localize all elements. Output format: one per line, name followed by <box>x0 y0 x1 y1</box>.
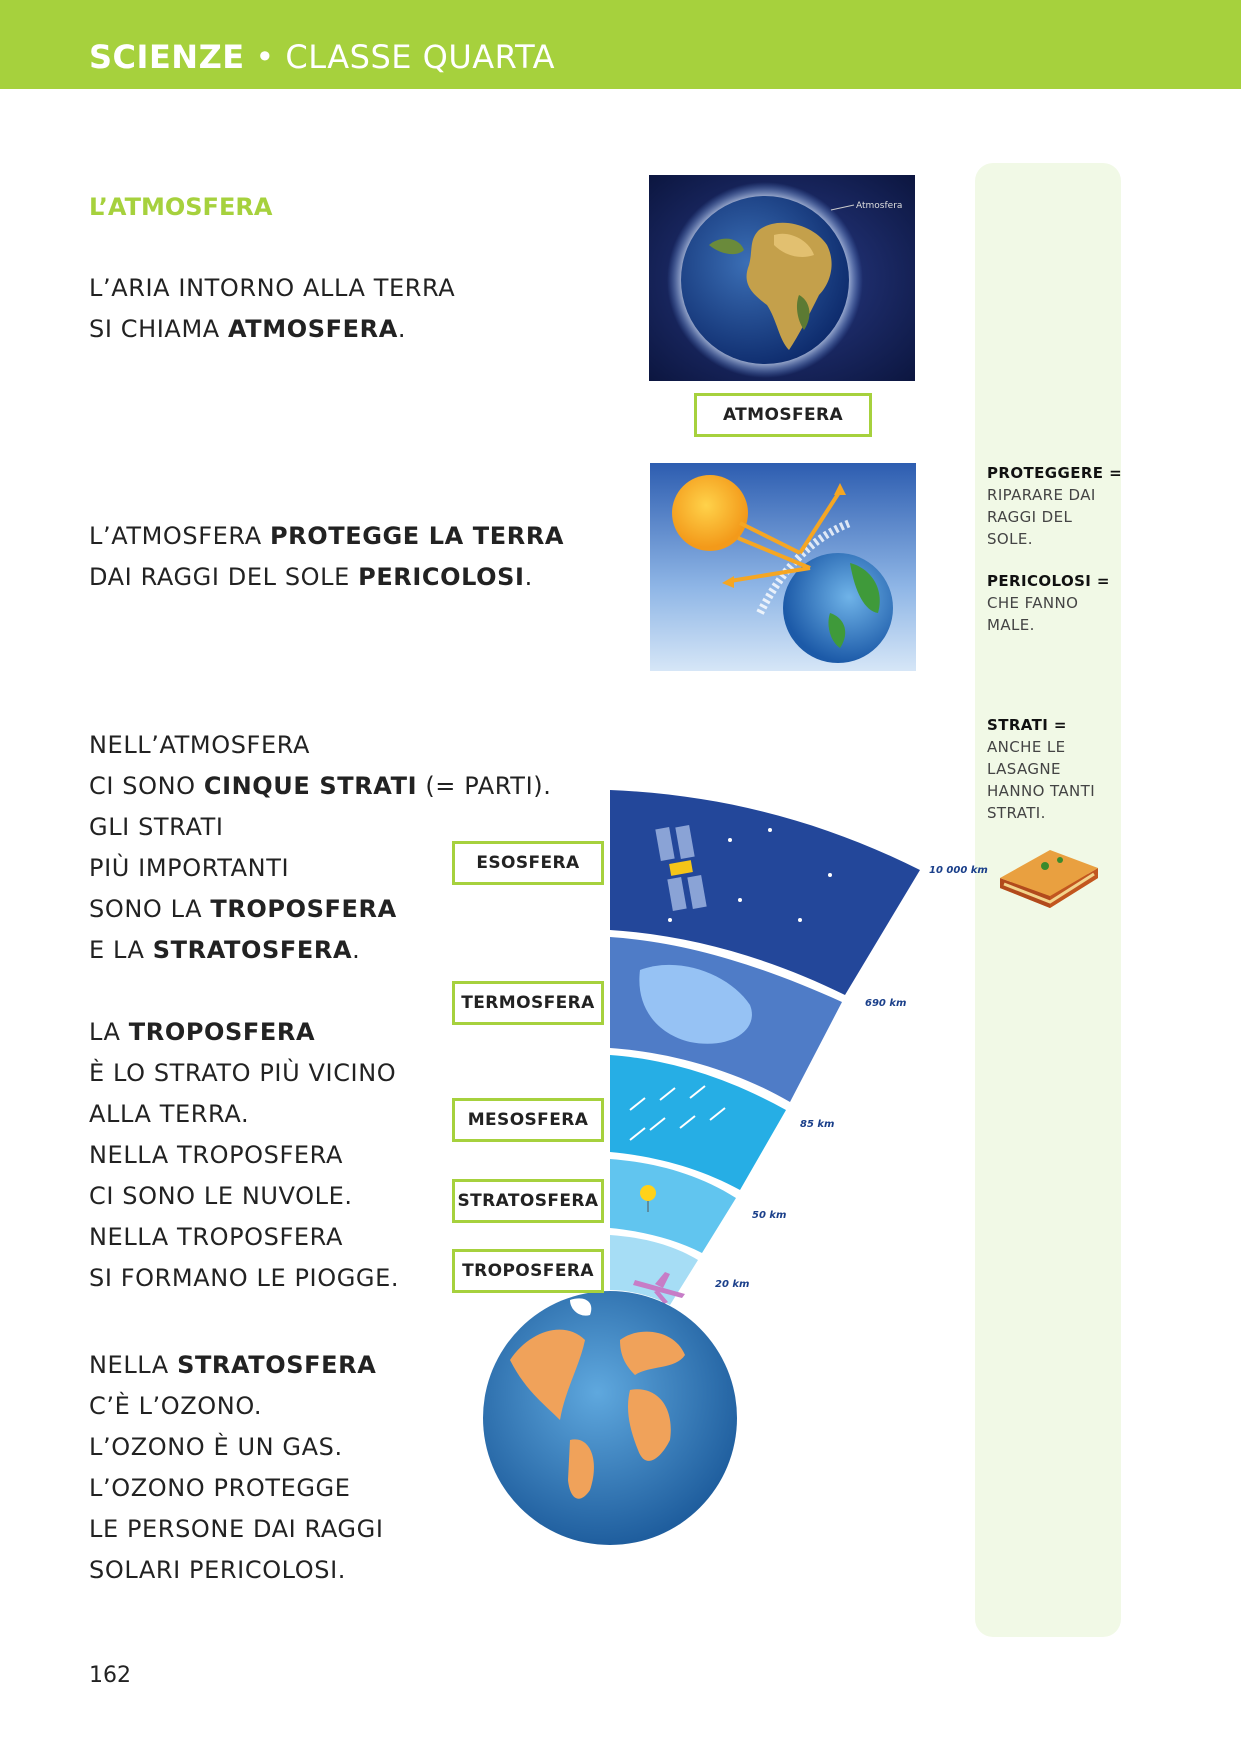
altitude-label: 50 km <box>752 1210 787 1221</box>
intro-line-2 <box>89 309 455 350</box>
text-span: LA <box>89 1018 129 1046</box>
header-bar <box>0 0 1241 89</box>
bold-span: ATMOSFERA <box>228 315 398 343</box>
bold-span: PERICOLOSI <box>358 563 525 591</box>
strato-line: LE PERSONE DAI RAGGI <box>89 1515 384 1543</box>
strato-line: C’È L’OZONO. <box>89 1392 263 1420</box>
header-grade: CLASSE QUARTA <box>285 38 556 76</box>
glossary-def-line: ANCHE LE <box>987 738 1066 756</box>
glossary-def-line: STRATI. <box>987 804 1046 822</box>
layers-line: PIÙ IMPORTANTI <box>89 854 290 882</box>
glossary-term: PERICOLOSI = <box>987 572 1110 590</box>
tropo-line: È LO STRATO PIÙ VICINO <box>89 1059 397 1087</box>
strato-line: L’OZONO PROTEGGE <box>89 1474 351 1502</box>
troposphere-paragraph <box>89 1012 399 1299</box>
bold-span: TROPOSFERA <box>128 1018 316 1046</box>
glossary-term: STRATI = <box>987 716 1067 734</box>
text-span: . <box>524 563 533 591</box>
earth-atmosphere-image <box>649 175 915 381</box>
atmosphere-layers-diagram <box>470 780 988 1550</box>
bold-span: STRATOSFERA <box>152 936 353 964</box>
glossary-def-line: RIPARARE DAI <box>987 486 1096 504</box>
text-span: CI SONO <box>89 772 204 800</box>
protect-paragraph <box>89 516 564 598</box>
lasagna-image <box>990 838 1108 918</box>
bold-span: STRATOSFERA <box>177 1351 377 1379</box>
glossary-def-line: HANNO TANTI <box>987 782 1096 800</box>
text-span: (= PARTI). <box>417 772 552 800</box>
label-stratosfera: STRATOSFERA <box>452 1179 604 1223</box>
atmosfera-caption: ATMOSFERA <box>694 393 872 437</box>
glossary-def-line: CHE FANNO <box>987 594 1079 612</box>
tropo-line: SI FORMANO LE PIOGGE. <box>89 1264 400 1292</box>
intro-paragraph <box>89 268 455 350</box>
sun-rays-earth-image <box>650 463 916 671</box>
glossary-def-line: LASAGNE <box>987 760 1061 778</box>
label-mesosfera: MESOSFERA <box>452 1098 604 1142</box>
text-span: . <box>352 936 361 964</box>
bold-span: CINQUE STRATI <box>203 772 418 800</box>
glossary-def-line: MALE. <box>987 616 1035 634</box>
altitude-label: 690 km <box>865 998 907 1009</box>
header-separator: • <box>255 38 275 76</box>
altitude-label: 10 000 km <box>929 865 988 876</box>
label-termosfera: TERMOSFERA <box>452 981 604 1025</box>
bold-span: PROTEGGE LA TERRA <box>269 522 565 550</box>
tropo-line: ALLA TERRA. <box>89 1100 250 1128</box>
label-esosfera: ESOSFERA <box>452 841 604 885</box>
text-span: NELLA <box>89 1351 178 1379</box>
tropo-line <box>89 1012 399 1053</box>
altitude-label: 85 km <box>800 1119 835 1130</box>
bold-span: TROPOSFERA <box>210 895 397 923</box>
text-span: E LA <box>89 936 153 964</box>
strato-line <box>89 1345 384 1386</box>
header-subject: SCIENZE <box>89 38 245 76</box>
text-span: . <box>397 315 407 343</box>
strato-line: SOLARI PERICOLOSI. <box>89 1556 347 1584</box>
text-span: SONO LA <box>89 895 211 923</box>
section-title: L’ATMOSFERA <box>89 193 273 221</box>
glossary-entry <box>987 714 1095 824</box>
header-title <box>89 38 555 76</box>
glossary-entry <box>987 462 1122 550</box>
intro-line-1: L’ARIA INTORNO ALLA TERRA <box>89 274 456 302</box>
text-span: DAI RAGGI DEL SOLE <box>89 563 359 591</box>
glossary-def-line: RAGGI DEL <box>987 508 1073 526</box>
label-troposfera: TROPOSFERA <box>452 1249 604 1293</box>
globe <box>483 1291 737 1545</box>
strato-line: L’OZONO È UN GAS. <box>89 1433 343 1461</box>
protect-line-2 <box>89 557 564 598</box>
glossary-def-line: SOLE. <box>987 530 1033 548</box>
tropo-line: CI SONO LE NUVOLE. <box>89 1182 353 1210</box>
tropo-line: NELLA TROPOSFERA <box>89 1223 343 1251</box>
tropo-line: NELLA TROPOSFERA <box>89 1141 343 1169</box>
earth-image-label: Atmosfera <box>856 201 903 211</box>
glossary-entry <box>987 570 1110 636</box>
text-span: SI CHIAMA <box>89 315 228 343</box>
layers-line: NELL’ATMOSFERA <box>89 731 311 759</box>
altitude-label: 20 km <box>715 1279 750 1290</box>
stratosphere-paragraph <box>89 1345 384 1591</box>
glossary-term: PROTEGGERE = <box>987 464 1123 482</box>
text-span: L’ATMOSFERA <box>89 522 270 550</box>
page-number: 162 <box>89 1663 131 1688</box>
layers-line: GLI STRATI <box>89 813 224 841</box>
protect-line-1 <box>89 516 564 557</box>
